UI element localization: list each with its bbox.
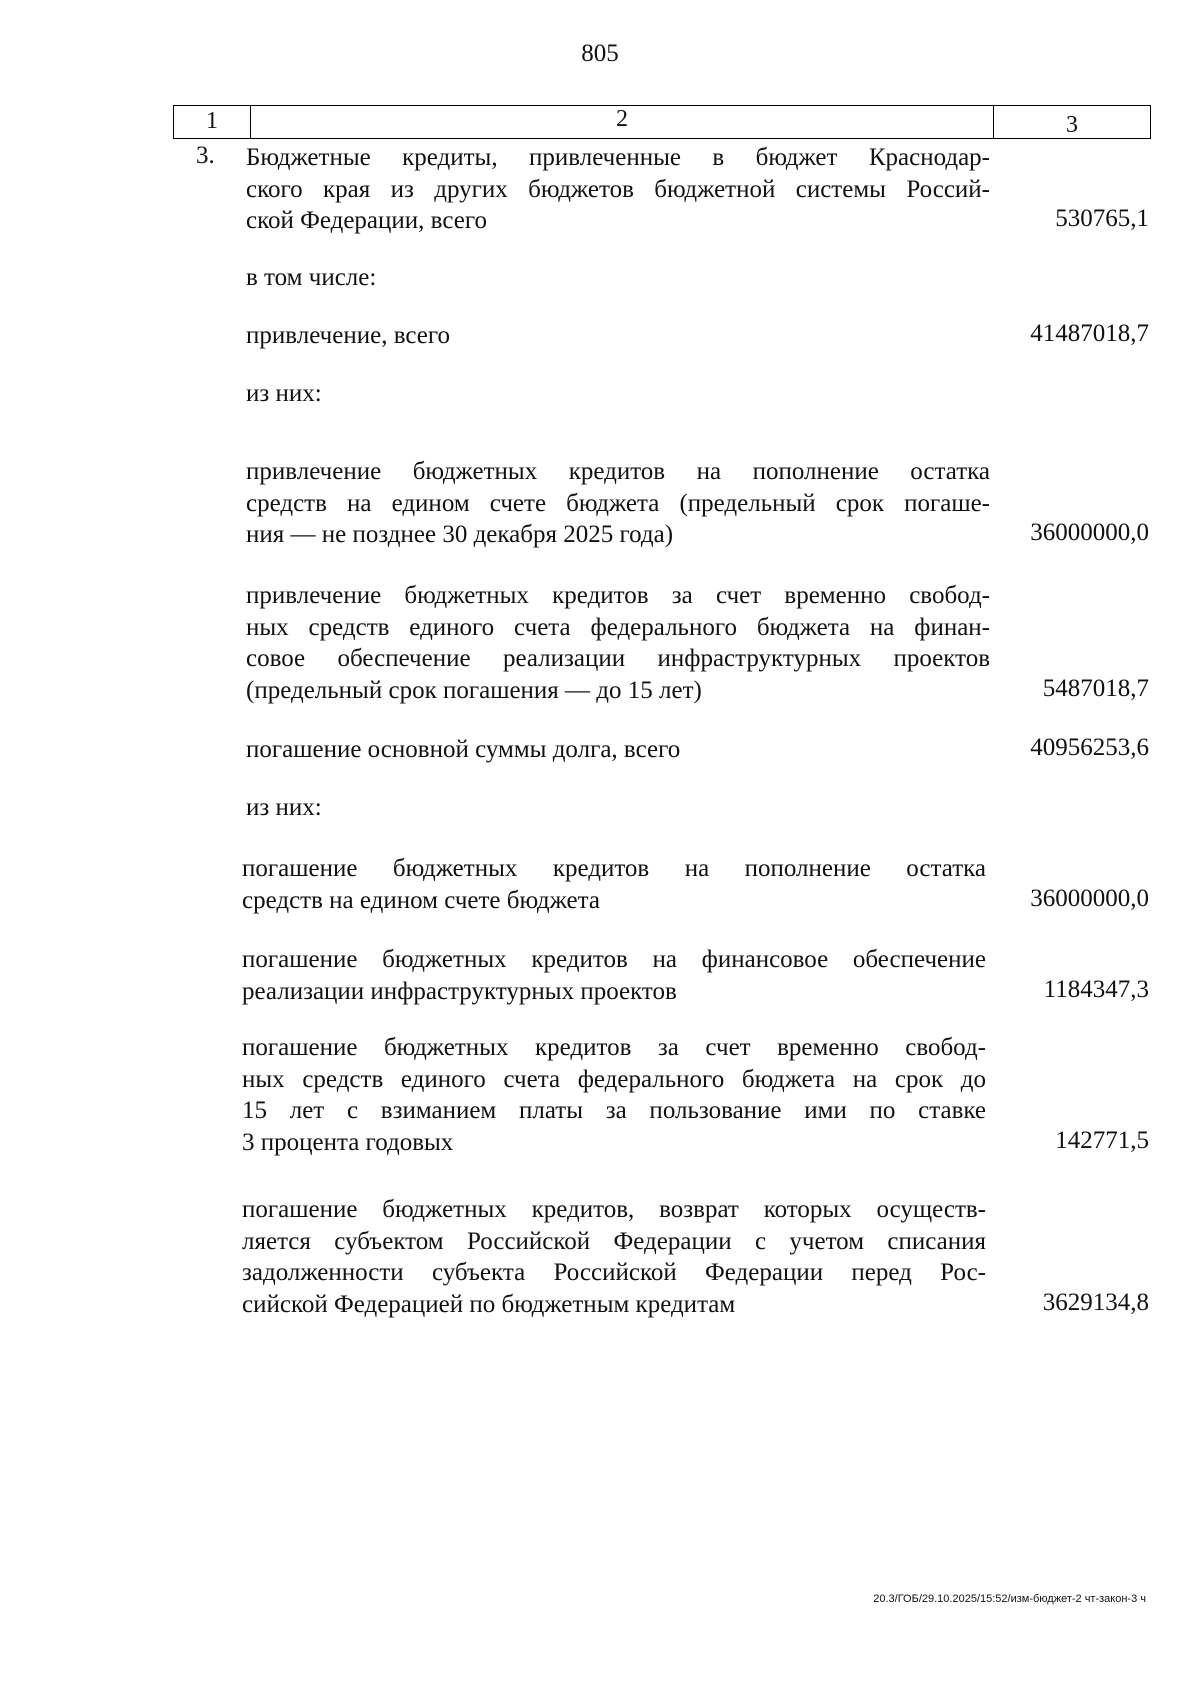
column-header-3: 3 [1066, 112, 1078, 138]
row-text-line: ляется субъектом Российской Федерации с учетом списания [242, 1227, 986, 1255]
table-row [242, 944, 986, 1007]
row-text-line: в том числе: [246, 264, 377, 291]
row-text-line: привлечение бюджетных кредитов за счет временно свобод- [246, 582, 990, 609]
row-text-line: погашение бюджетных кредитов за счет временно свобод- [242, 1034, 986, 1061]
row-text-line: средств на едином счете бюджета [242, 886, 600, 914]
row-text-line: сийской Федерацией по бюджетным кредитам [242, 1290, 736, 1318]
row-value: 36000000,0 [1030, 884, 1149, 912]
row-text-line: 15 лет с взиманием платы за пользование ими по ставке [242, 1097, 986, 1124]
row-value: 1184347,3 [1043, 975, 1149, 1003]
table-row [246, 734, 990, 766]
column-header-2: 2 [251, 106, 994, 138]
row-text-line: задолженности субъекта Российской Федерации перед Рос- [242, 1259, 986, 1286]
row-text-line: средств на едином счете бюджета (предельный срок погаше- [246, 489, 990, 517]
table-row [246, 320, 990, 352]
row-text-line: ской Федерации, всего [246, 207, 487, 234]
row-text-line: погашение основной суммы долга, всего [246, 736, 681, 763]
row-value: 36000000,0 [1030, 519, 1149, 546]
row-text-line: из них: [246, 380, 322, 407]
row-text-line: привлечение, всего [246, 322, 450, 349]
row-value: 530765,1 [1055, 205, 1149, 232]
row-text-line: 3 процента годовых [242, 1128, 454, 1156]
row-text-line: погашение бюджетных кредитов, возврат которых осуществ- [242, 1196, 986, 1223]
row-value: 41487018,7 [1030, 320, 1149, 347]
row-value: 3629134,8 [1042, 1288, 1149, 1316]
table-row [242, 1032, 986, 1158]
row-text-line: ния — не позднее 30 декабря 2025 года) [246, 521, 674, 548]
row-text-line: погашение бюджетных кредитов на пополнение остатка [242, 855, 986, 882]
table-row [242, 853, 986, 916]
table-row [242, 1194, 986, 1320]
row-text-line: совое обеспечение реализации инфраструктурных проектов [246, 645, 990, 672]
row-text-line: (предельный срок погашения — до 15 лет) [246, 676, 702, 704]
row-value: 142771,5 [1055, 1126, 1149, 1154]
row-text-line: Бюджетные кредиты, привлеченные в бюджет Краснодар- [246, 144, 990, 171]
row-value: 5487018,7 [1042, 674, 1149, 702]
row-text-line: привлечение бюджетных кредитов на пополнение остатка [246, 458, 990, 485]
row-text-line: ных средств единого счета федерального бюджета на финан- [246, 613, 990, 641]
document-footer: 20.3/ГОБ/29.10.2025/15:52/изм-бюджет-2 чт-закон-3 ч [873, 1593, 1146, 1605]
row-text-line: реализации инфраструктурных проектов [242, 977, 677, 1005]
table-row [246, 142, 990, 237]
table-header [173, 105, 1151, 139]
table-row [246, 262, 990, 294]
table-row [246, 378, 990, 410]
table-row [246, 456, 990, 551]
column-header-1: 1 [174, 106, 251, 138]
row-text-line: ных средств единого счета федерального бюджета на срок до [242, 1065, 986, 1093]
page-number: 805 [581, 40, 619, 67]
table-row [246, 792, 990, 824]
row-text-line: ского края из других бюджетов бюджетной системы Россий- [246, 175, 990, 203]
row-text-line: из них: [246, 794, 322, 821]
table-row [246, 580, 990, 706]
row-text-line: погашение бюджетных кредитов на финансовое обеспечение [242, 946, 986, 973]
item-number: 3. [196, 142, 215, 169]
row-value: 40956253,6 [1030, 734, 1149, 761]
